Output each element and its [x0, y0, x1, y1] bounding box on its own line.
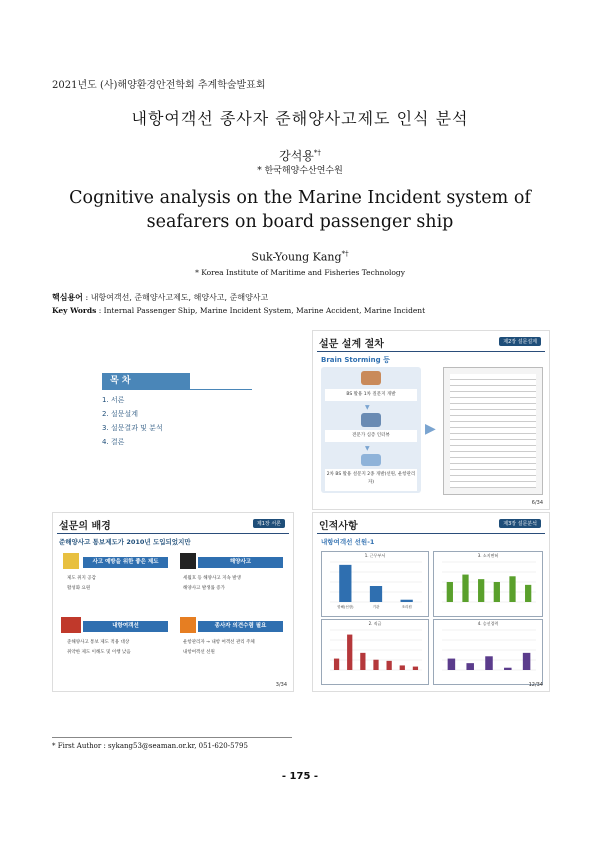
panel-item: 제도 취지 공감 — [67, 576, 96, 581]
bar — [478, 579, 484, 602]
korean-keywords-text: : 내항여객선, 준해양사고제도, 해양사고, 준해양사고 — [82, 293, 269, 302]
slide-title: 설문 설계 절차 — [319, 339, 384, 350]
bar — [509, 576, 515, 602]
slide-rule — [317, 533, 545, 534]
panel-heading: 사고 예방을 위한 좋은 제도 — [83, 557, 168, 568]
panel-item: 내항여객선 선원 — [183, 650, 215, 655]
bar — [494, 582, 500, 602]
arrow-right-icon: ▶ — [425, 421, 436, 437]
korean-title: 내항여객선 종사자 준해양사고제도 인식 분석 — [131, 109, 469, 128]
bar — [334, 659, 339, 670]
bar — [339, 565, 351, 602]
people-icon — [180, 617, 196, 633]
mini-chart — [321, 619, 429, 685]
slide-demographics — [312, 512, 550, 692]
slide-title: 인적사항 — [319, 521, 358, 532]
panel-item: 준해양사고 통보 제도 적용 대상 — [67, 640, 130, 645]
slide-toc — [52, 343, 292, 508]
bar — [400, 665, 405, 670]
mini-chart — [433, 619, 543, 685]
process-step-2: 전문가 심층 인터뷰 — [325, 430, 417, 442]
toc-item: 1. 서론 — [102, 396, 125, 404]
interview-icon — [361, 413, 381, 427]
panel-heading: 종사자 의견수렴 필요 — [198, 621, 283, 632]
slide-rule — [317, 351, 545, 352]
ship-icon — [180, 553, 196, 569]
process-panel — [321, 367, 421, 493]
toc-item: 2. 설문설계 — [102, 410, 138, 418]
warning-icon — [63, 553, 79, 569]
ferry-icon — [61, 617, 81, 633]
english-title: Cognitive analysis on the Marine Incident system of seafarers on board passenger ship — [69, 188, 531, 232]
panel-item: 활성화 요원 — [67, 586, 91, 591]
chart-svg — [322, 560, 426, 614]
bar — [370, 586, 382, 602]
chart-svg — [322, 628, 426, 682]
english-keywords-label: Key Words — [52, 306, 97, 315]
bar — [387, 661, 392, 670]
category-label: 항해(선장) — [337, 605, 354, 609]
people-icon — [361, 371, 381, 385]
english-affiliation: * Korea Institute of Maritime and Fisheries Technology — [195, 268, 405, 277]
korean-keywords-label: 핵심용어 — [52, 292, 83, 302]
bar — [413, 667, 418, 670]
korean-author — [0, 147, 600, 164]
toc-item: 4. 결론 — [102, 438, 125, 446]
category-label: 기관 — [372, 605, 380, 609]
korean-affiliation: * 한국해양수산연수원 — [257, 166, 343, 176]
chart-title: 1. 근무부서 — [364, 553, 386, 558]
panel-heading: 내항여객선 — [83, 621, 168, 632]
category-label: 조리원 — [401, 605, 412, 609]
chart-svg — [434, 628, 540, 682]
bar — [466, 663, 474, 670]
chart-svg — [434, 560, 540, 614]
chart-title: 4. 승선경력 — [477, 621, 499, 626]
people-icon — [361, 454, 381, 466]
panel-item: 취약한 제도 이해도 및 이행 낮음 — [67, 650, 131, 655]
conference-name: 2021년도 (사)해양환경안전학회 추계학술발표회 — [52, 80, 266, 91]
slide-page: 12/34 — [528, 682, 543, 688]
arrow-down-icon: ▼ — [365, 404, 370, 411]
bar — [360, 653, 365, 670]
bar — [447, 582, 453, 602]
footnote-rule — [52, 737, 292, 738]
bar — [373, 660, 378, 670]
english-keywords — [52, 306, 425, 315]
korean-keywords — [52, 292, 268, 303]
korean-author-mark: *† — [313, 149, 321, 157]
slide-tag: 제1장 서론 — [253, 519, 285, 528]
english-author-mark: *† — [341, 250, 349, 258]
toc-heading: 목 차 — [102, 373, 190, 389]
slide-survey-design — [312, 330, 550, 510]
panel-item: 세월호 등 해양사고 지속 발생 — [183, 576, 241, 581]
english-author — [0, 250, 600, 264]
mini-chart — [321, 551, 429, 617]
slide-page: 3/34 — [275, 682, 287, 688]
slide-page: 6/34 — [531, 500, 543, 506]
english-keywords-text: : Internal Passenger Ship, Marine Incident System, Marine Accident, Marine Incident — [96, 306, 426, 315]
bar — [525, 585, 531, 602]
questionnaire-lines — [450, 374, 536, 488]
chart-title: 2. 직급 — [368, 621, 382, 626]
panel-heading: 해양사고 — [198, 557, 283, 568]
slide-background — [52, 512, 294, 692]
slide-rule — [57, 533, 289, 534]
bar — [401, 600, 413, 602]
bar — [504, 668, 512, 670]
slide-subtitle: 내항여객선 선원-1 — [321, 538, 375, 546]
mini-chart — [433, 551, 543, 617]
slide-tag: 제3장 설문분석 — [499, 519, 541, 528]
korean-author-name: 강석용 — [279, 149, 314, 163]
process-step-1: BS 활용 1차 질문지 개발 — [325, 389, 417, 401]
slide-banner: 준해양사고 통보제도가 2010년 도입되었지만 — [59, 538, 191, 546]
footnote: * First Author : sykang53@seaman.or.kr, 051-620-5795 — [52, 742, 248, 750]
page-number: - 175 - — [281, 771, 319, 782]
questionnaire-image — [443, 367, 543, 495]
slide-title: 설문의 배경 — [59, 521, 111, 532]
panel-item: 운항관리자 → 내항 여객선 관리 주체 — [183, 640, 255, 645]
toc-item: 3. 설문결과 및 분석 — [102, 424, 163, 432]
toc-underline — [102, 389, 252, 390]
panel-item: 해양사고 발생률 증가 — [183, 586, 225, 591]
slide-tag: 제2장 설문설계 — [499, 337, 541, 346]
english-author-name: Suk-Young Kang — [251, 250, 342, 264]
bar — [485, 656, 493, 670]
process-step-3: 2차 BS 활용 설문지 2종 개발(선원, 운항관리자) — [325, 469, 417, 491]
bar — [347, 635, 352, 670]
bar — [462, 575, 468, 602]
chart-title: 3. 소지면허 — [477, 553, 499, 558]
arrow-down-icon: ▼ — [365, 445, 370, 452]
slide-subtitle: Brain Storming 등 — [321, 356, 390, 364]
bar — [448, 659, 456, 670]
bar — [523, 653, 531, 670]
